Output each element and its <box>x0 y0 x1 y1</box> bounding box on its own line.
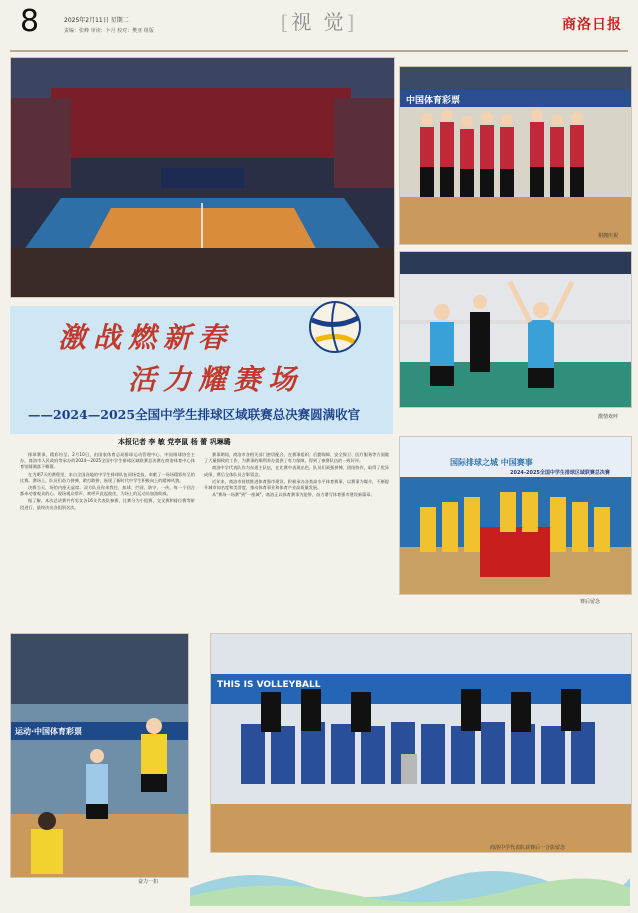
article-column-2 <box>204 452 389 617</box>
arena-photo <box>10 57 395 298</box>
article-paragraph: 从"赛场一场赛"到"一座城"，商洛正以体育赛事为纽带，奋力谱写体育强市建设新篇章。 <box>212 492 375 498</box>
article-paragraph: 决赛当天，场馆内座无虚席。双方队员你来我往，扣球、拦网、防守、一传，每一个回合都牵动着观众的心。现场观众掌声、欢呼声此起彼伏，为场上的运动员加油助威。 <box>20 485 195 497</box>
article-paragraph: 商洛中学代表队作为东道主队伍，在比赛中表现出色，队员们顽强拼搏、团结协作，取得了优异成绩，赛后全体队员合影留念。 <box>204 465 389 477</box>
sign-2: 国际排球之城 中国赛事 <box>450 458 533 467</box>
caption-team: 商洛中学代表队获赛后一合影留念 <box>490 845 566 851</box>
caption-winners: 赛后留念 <box>580 599 601 605</box>
article-paragraph: 据了解，本次总决赛共有男女各16支代表队参赛，比赛分为小组赛、交叉赛和排位赛等阶段进行，最终决出各组别名次。 <box>20 498 195 510</box>
celebrate-photo <box>399 66 632 245</box>
section-label: 视 觉 <box>291 10 347 34</box>
sign-4: 运动·中国体育彩票 <box>15 727 83 736</box>
date-line: 2025年2月11日 星期二 <box>64 17 129 24</box>
header-rule <box>10 50 628 52</box>
page-number: 8 <box>20 4 40 39</box>
footer-wave <box>190 858 630 906</box>
headline-line1: 激战燃新春 <box>58 321 234 354</box>
winners-photo <box>399 436 632 595</box>
byline: 本报记者 李 敏 党亭鼠 杨 蕾 巩琳璐 <box>118 438 231 446</box>
section-title: [视 觉] <box>280 10 358 34</box>
sign-3: 2024-2025全国中学生排球区域联赛总决赛 <box>510 470 610 476</box>
caption-celebrate: 相拥庆祝 <box>598 233 619 239</box>
cheer-photo <box>399 251 632 408</box>
volleyball-icon <box>308 300 362 354</box>
article-paragraph: 近年来，商洛市持续推进体育强市建设，积极承办各类高水平体育赛事，以赛事为媒介，不断提升城市知名度和美誉度，推动体育事业和体育产业高质量发展。 <box>204 478 389 491</box>
headline-subtitle: ——2024—2025全国中学生排球区域联赛总决赛圆满收官 <box>28 407 361 422</box>
editor-line: 责编：张峰 审读：卜月 校对：樊亚 组版 <box>64 28 154 34</box>
article-column-1 <box>20 452 195 617</box>
article-paragraph: 排球赛事，精彩纷呈。2月10日，由国家体育总局排球运动管理中心、中国排球协会主办，商洛市人民政府等承办的2024—2025全国中学生排球区域联赛总决赛在商洛体育中心体育馆圆满落下帷幕。 <box>20 452 195 470</box>
page-header <box>0 0 638 56</box>
caption-spike: 奋力一扣 <box>138 879 159 885</box>
article-paragraph: 在为期7天的赛程里，来自全国各地的中学生排球队伍同场竞技，奉献了一场场精彩纷呈的比赛。赛场上，队员们奋力拼搏、敢打敢拼，展现了新时代中学生积极向上的精神风貌。 <box>20 471 195 483</box>
sign-5: THIS IS VOLLEYBALL <box>217 680 321 690</box>
headline-banner <box>10 306 393 434</box>
spike-photo <box>10 633 189 878</box>
article-paragraph: 赛事期间，商洛市各相关部门密切配合，在赛事组织、后勤保障、安全保卫、医疗服务等方面做了大量细致的工作，为赛事的顺利举办提供了有力保障，得到了参赛队伍的一致好评。 <box>204 452 389 464</box>
team-photo <box>210 633 632 853</box>
brand-logo: 商洛日报 <box>562 17 622 33</box>
caption-cheer: 激情欢呼 <box>598 414 619 420</box>
headline-line2: 活力耀赛场 <box>128 363 304 396</box>
sign-1: 中国体育彩票 <box>406 96 461 106</box>
